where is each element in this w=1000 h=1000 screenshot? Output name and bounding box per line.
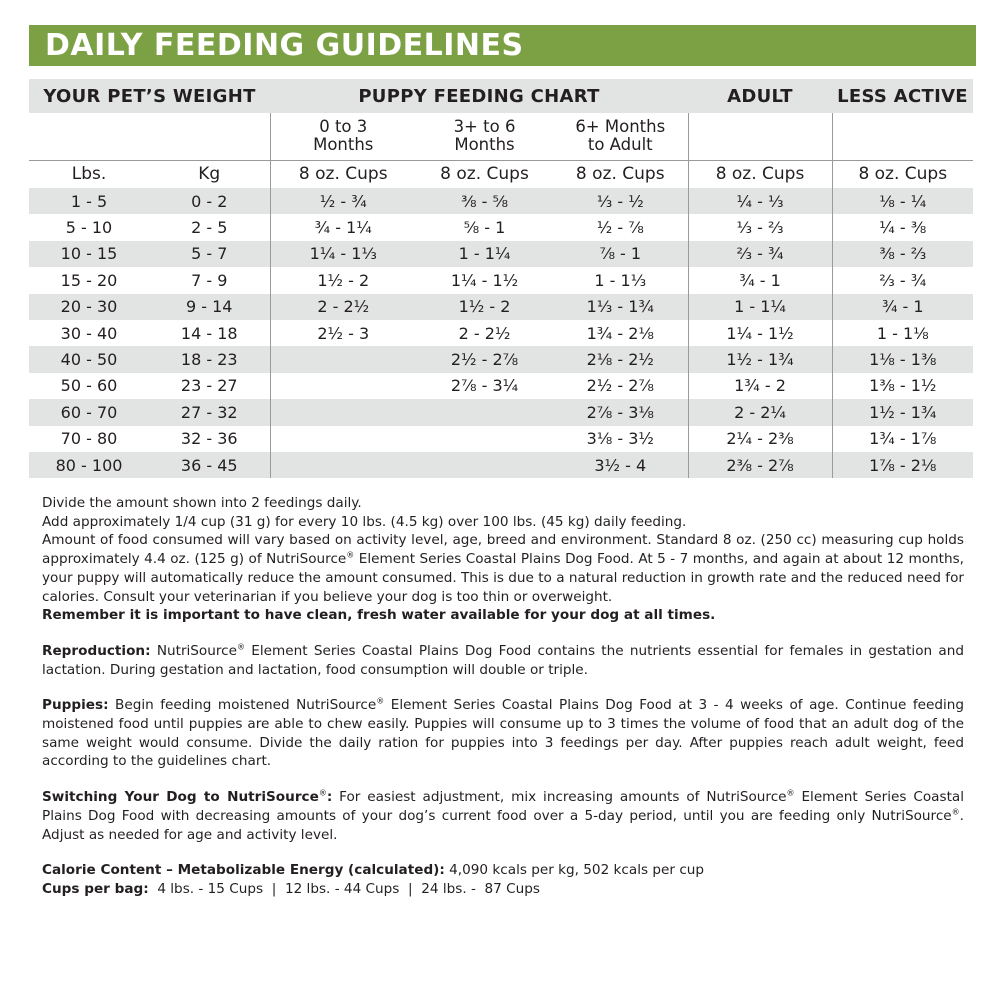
- table-row: [29, 320, 973, 346]
- kg-header: Kg: [149, 160, 270, 188]
- table-cell: 15 - 20: [60, 270, 118, 290]
- note-cups-per-bag: Cups per bag: 4 lbs. - 15 Cups | 12 lbs. - 44 Cups | 24 lbs. - 87 Cups: [42, 880, 540, 897]
- table-cell: 10 - 15: [29, 241, 149, 267]
- note-over-100: Add approximately 1/4 cup (31 g) for every 10 lbs. (4.5 kg) over 100 lbs. (45 kg) daily feeding.: [42, 513, 687, 530]
- table-cell: 1¾ - 2⅛: [586, 323, 654, 343]
- adult-header: ADULT: [688, 79, 832, 113]
- table-cell: 2 - 2½: [458, 323, 511, 343]
- table-cell: 36 - 45: [149, 452, 270, 478]
- note-switching: Switching Your Dog to NutriSource®: For easiest adjustment, mix increasing amounts of NutriSource® Element Series Coastal Plains Dog Food with decreasing amounts of your dog’s current food over a 5-day period, until you are feeding only NutriSource®. Adjust as needed for age and activity level.: [42, 788, 965, 843]
- lbs-header: Lbs.: [29, 160, 149, 188]
- table-cell: 1½ - 1¾: [832, 399, 973, 425]
- table-cell: 3⅛ - 3½: [586, 429, 654, 449]
- page-title: DAILY FEEDING GUIDELINES: [29, 25, 976, 66]
- table-cell: ⅓ - ⅔: [688, 214, 832, 240]
- table-cell: ¾ - 1: [688, 267, 832, 293]
- table-cell: [270, 399, 416, 425]
- table-cell: 1 - 1¼: [416, 241, 553, 267]
- table-cell: ¾ - 1: [832, 294, 973, 320]
- table-cell: 2 - 5: [191, 218, 228, 238]
- table-cell: 2¼ - 2⅜: [688, 426, 832, 452]
- table-cell: 2⅞ - 3¼: [450, 376, 519, 396]
- table-cell: 1½ - 2: [416, 294, 553, 320]
- table-row: [29, 214, 973, 240]
- note-feedings: Divide the amount shown into 2 feedings daily.: [42, 495, 362, 511]
- table-row: [29, 241, 973, 267]
- table-cell: 1¾ - 2: [688, 373, 832, 399]
- cups-header: 8 oz. Cups: [270, 160, 416, 188]
- table-cell: 60 - 70: [29, 399, 149, 425]
- table-cell: ⅝ - 1: [463, 218, 506, 238]
- table-cell: 2⅜ - 2⅞: [688, 452, 832, 478]
- table-cell: ⅔ - ¾: [832, 267, 973, 293]
- puppy-header: PUPPY FEEDING CHART: [270, 79, 688, 113]
- table-row: [29, 373, 973, 399]
- table-cell: ½ - ⅞: [596, 218, 644, 238]
- table-cell: [270, 346, 416, 372]
- group-header-row: [29, 79, 973, 113]
- cups-header: 8 oz. Cups: [553, 160, 688, 188]
- table-cell: 32 - 36: [180, 429, 238, 449]
- table-cell: [270, 426, 416, 452]
- table-cell: 50 - 60: [60, 376, 118, 396]
- table-cell: 2½ - 3: [270, 320, 416, 346]
- less-active-header: LESS ACTIVE: [832, 79, 973, 113]
- table-cell: 18 - 23: [149, 346, 270, 372]
- table-row: [29, 452, 973, 478]
- cups-header: 8 oz. Cups: [832, 160, 973, 188]
- table-cell: 2½ - 2⅞: [416, 346, 553, 372]
- table-cell: ⅜ - ⅔: [832, 241, 973, 267]
- table-cell: 27 - 32: [149, 399, 270, 425]
- table-cell: 1 - 1¼: [688, 294, 832, 320]
- puppy-age-0-3: 0 to 3 Months: [270, 113, 416, 160]
- table-cell: 1⅓ - 1¾: [553, 294, 688, 320]
- table-cell: ⅛ - ¼: [832, 188, 973, 214]
- table-cell: ⅓ - ½: [553, 188, 688, 214]
- table-cell: 40 - 50: [29, 346, 149, 372]
- note-water: Remember it is important to have clean, fresh water available for your dog at all times.: [42, 607, 716, 624]
- table-cell: 1⅜ - 1½: [832, 373, 973, 399]
- puppy-age-3-6: 3+ to 6 Months: [453, 117, 516, 155]
- table-cell: 23 - 27: [180, 376, 238, 396]
- table-cell: 1¼ - 1⅓: [270, 241, 416, 267]
- table-cell: [416, 452, 553, 478]
- table-cell: 1¼ - 1½: [688, 320, 832, 346]
- note-calorie: Calorie Content – Metabolizable Energy (calculated): 4,090 kcals per kg, 502 kcals per cup: [42, 862, 705, 879]
- table-cell: 9 - 14: [149, 294, 270, 320]
- table-cell: ¼ - ⅓: [688, 188, 832, 214]
- table-cell: 5 - 10: [65, 218, 113, 238]
- table-cell: 1⅛ - 1⅜: [832, 346, 973, 372]
- table-cell: 7 - 9: [191, 270, 228, 290]
- table-row: [29, 188, 973, 214]
- table-cell: 0 - 2: [149, 188, 270, 214]
- table-cell: ¼ - ⅜: [832, 214, 973, 240]
- table-cell: 3½ - 4: [553, 452, 688, 478]
- table-row: [29, 346, 973, 372]
- puppy-age-6-adult: 6+ Months to Adult: [575, 117, 666, 155]
- table-cell: [270, 452, 416, 478]
- note-puppies: Puppies: Begin feeding moistened NutriSource® Element Series Coastal Plains Dog Food at 3 - 4 weeks of age. Continue feeding moistened food until puppies are able to chew easily. Puppies will consume up to 3 times the volume of food that an adult dog of the same weight would consume. Divide the daily ration for puppies into 3 feedings per day. After puppies reach adult weight, feed according to the guidelines chart.: [42, 696, 965, 770]
- table-cell: 1½ - 2: [270, 267, 416, 293]
- table-cell: ¾ - 1¼: [270, 214, 416, 240]
- note-reproduction: Reproduction: NutriSource® Element Series Coastal Plains Dog Food contains the nutrients essential for females in gestation and lactation. During gestation and lactation, food consumption will double or triple.: [42, 642, 964, 678]
- table-cell: [270, 373, 416, 399]
- table-cell: 1⅞ - 2⅛: [832, 452, 973, 478]
- table-row: [29, 399, 973, 425]
- table-cell: 80 - 100: [29, 452, 149, 478]
- table-cell: 70 - 80: [60, 429, 118, 449]
- age-header-row: [29, 113, 973, 160]
- table-cell: 2⅛ - 2½: [553, 346, 688, 372]
- feeding-table: [29, 79, 973, 478]
- unit-header-row: [29, 160, 973, 188]
- table-cell: 1¼ - 1½: [450, 270, 519, 290]
- table-cell: 30 - 40: [60, 323, 118, 343]
- table-row: [29, 426, 973, 452]
- table-cell: 2 - 2½: [270, 294, 416, 320]
- table-cell: ½ - ¾: [270, 188, 416, 214]
- table-cell: ⅞ - 1: [553, 241, 688, 267]
- table-cell: [416, 426, 553, 452]
- cups-header: 8 oz. Cups: [688, 160, 832, 188]
- table-cell: 2½ - 2⅞: [586, 376, 654, 396]
- table-cell: 14 - 18: [180, 323, 238, 343]
- table-row: [29, 294, 973, 320]
- note-amount: Amount of food consumed will vary based on activity level, age, breed and environment. Standard 8 oz. (250 cc) measuring cup holds approximately 4.4 oz. (125 g) of NutriSource® Element Series Coastal Plains Dog Food. At 5 - 7 months, and again at about 12 months, your puppy will automatically reduce the amount consumed. This is due to a natural reduction in growth rate and the reduced need for calories. Consult your veterinarian if you believe your dog is too thin or overweight.: [42, 532, 964, 605]
- table-cell: 2 - 2¼: [688, 399, 832, 425]
- table-cell: [416, 399, 553, 425]
- table-cell: ⅜ - ⅝: [416, 188, 553, 214]
- cups-header: 8 oz. Cups: [416, 160, 553, 188]
- table-row: [29, 267, 973, 293]
- table-cell: 1½ - 1¾: [688, 346, 832, 372]
- table-cell: 1 - 5: [29, 188, 149, 214]
- table-cell: 1 - 1⅛: [832, 320, 973, 346]
- table-cell: ⅔ - ¾: [688, 241, 832, 267]
- table-cell: 2⅞ - 3⅛: [553, 399, 688, 425]
- feeding-notes: [42, 494, 964, 899]
- table-cell: 20 - 30: [29, 294, 149, 320]
- table-cell: 5 - 7: [149, 241, 270, 267]
- table-cell: 1¾ - 1⅞: [832, 426, 973, 452]
- weight-header: YOUR PET’S WEIGHT: [29, 79, 270, 113]
- table-cell: 1 - 1⅓: [594, 270, 647, 290]
